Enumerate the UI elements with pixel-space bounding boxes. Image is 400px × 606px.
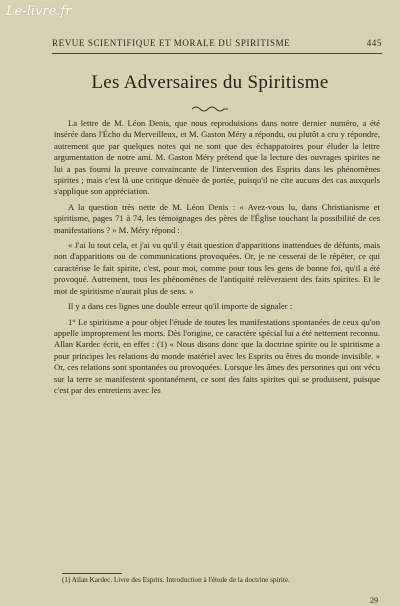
article-title: Les Adversaires du Spiritisme: [91, 72, 329, 93]
page-number: 445: [366, 38, 382, 48]
document-page: [32, 0, 388, 606]
sheet-number: 29: [370, 596, 378, 605]
paragraph: La lettre de M. Léon Denis, que nous reproduisions dans notre dernier numéro, a été insérée dans l'Écho du Merveilleux, et M. Gaston Méry a répondu, ou plutôt a cru y répondre, autrement que par quelques notes qui ne sont que des échappatoires pour éluder la lettre argumentation de notre ami. M. Gaston Méry prétend que la lecture des ouvrages spirites ne lui a pas fourni la preuve convaincante de l'intervention des Esprits dans les phénomènes spirites ; mais c'est là une critique dénuée de portée, puisqu'il ne cite aucuns des cas auxquels s'applique son appréciation.: [54, 118, 380, 197]
running-header: [52, 38, 382, 48]
running-title: REVUE SCIENTIFIQUE ET MORALE DU SPIRITISME: [52, 38, 291, 48]
site-watermark: Le-livre.fr: [6, 4, 72, 19]
article-body: [54, 118, 380, 396]
footnote: (1) Allan Kardec. Livre des Esprits. Introduction à l'étude de la doctrine spirite.: [62, 576, 290, 584]
title-ornament-icon: [32, 98, 388, 117]
paragraph: A la question très nette de M. Léon Denis : « Avez-vous lu, dans Christianisme et spiritisme, pages 71 à 74, les témoignages des pères de l'Église touchant la possibilité de ces manifestations ? » M. Méry répond :: [54, 201, 380, 235]
paragraph: 1° Le spiritisme a pour objet l'étude de toutes les manifestations spontanées de ceux qu'on appelle improprement les morts. Dès l'origine, ce caractère spécial lui a été nettement reconnu. Allan Kardec écrit, en effet : (1) « Nous disons donc que la doctrine spirite ou le spiritisme a pour principes les relations du monde matériel avec les Esprits ou êtres du monde invisible. » Or, ces relations sont spontanées ou provoquées. Lorsque les âmes des personnes qui ont vécu sur la terre se manifestent spontanément, ce sont des faits spirites qui se produisent, puisque c'est par des entretiens avec les: [54, 316, 380, 395]
header-rule: [52, 53, 382, 54]
quote-paragraph: « J'ai lu tout cela, et j'ai vu qu'il y était question d'apparitions inattendues de défunts, mais non d'apparitions ou de communications provoquées. Or, je ne cesserai de le répéter, ce qui caractérise le fait spirite, c'est, pour moi, comme pour tous les gens de bonne foi, qu'il a été provoqué. Autrement, tous les phénomènes de l'antiquité relèveraient des faits spirites. Et le mot de spiritisme n'aurait plus de sens. »: [54, 240, 380, 296]
paragraph: Il y a dans ces lignes une double erreur qu'il importe de signaler :: [68, 301, 293, 312]
footnote-rule: [62, 573, 122, 574]
